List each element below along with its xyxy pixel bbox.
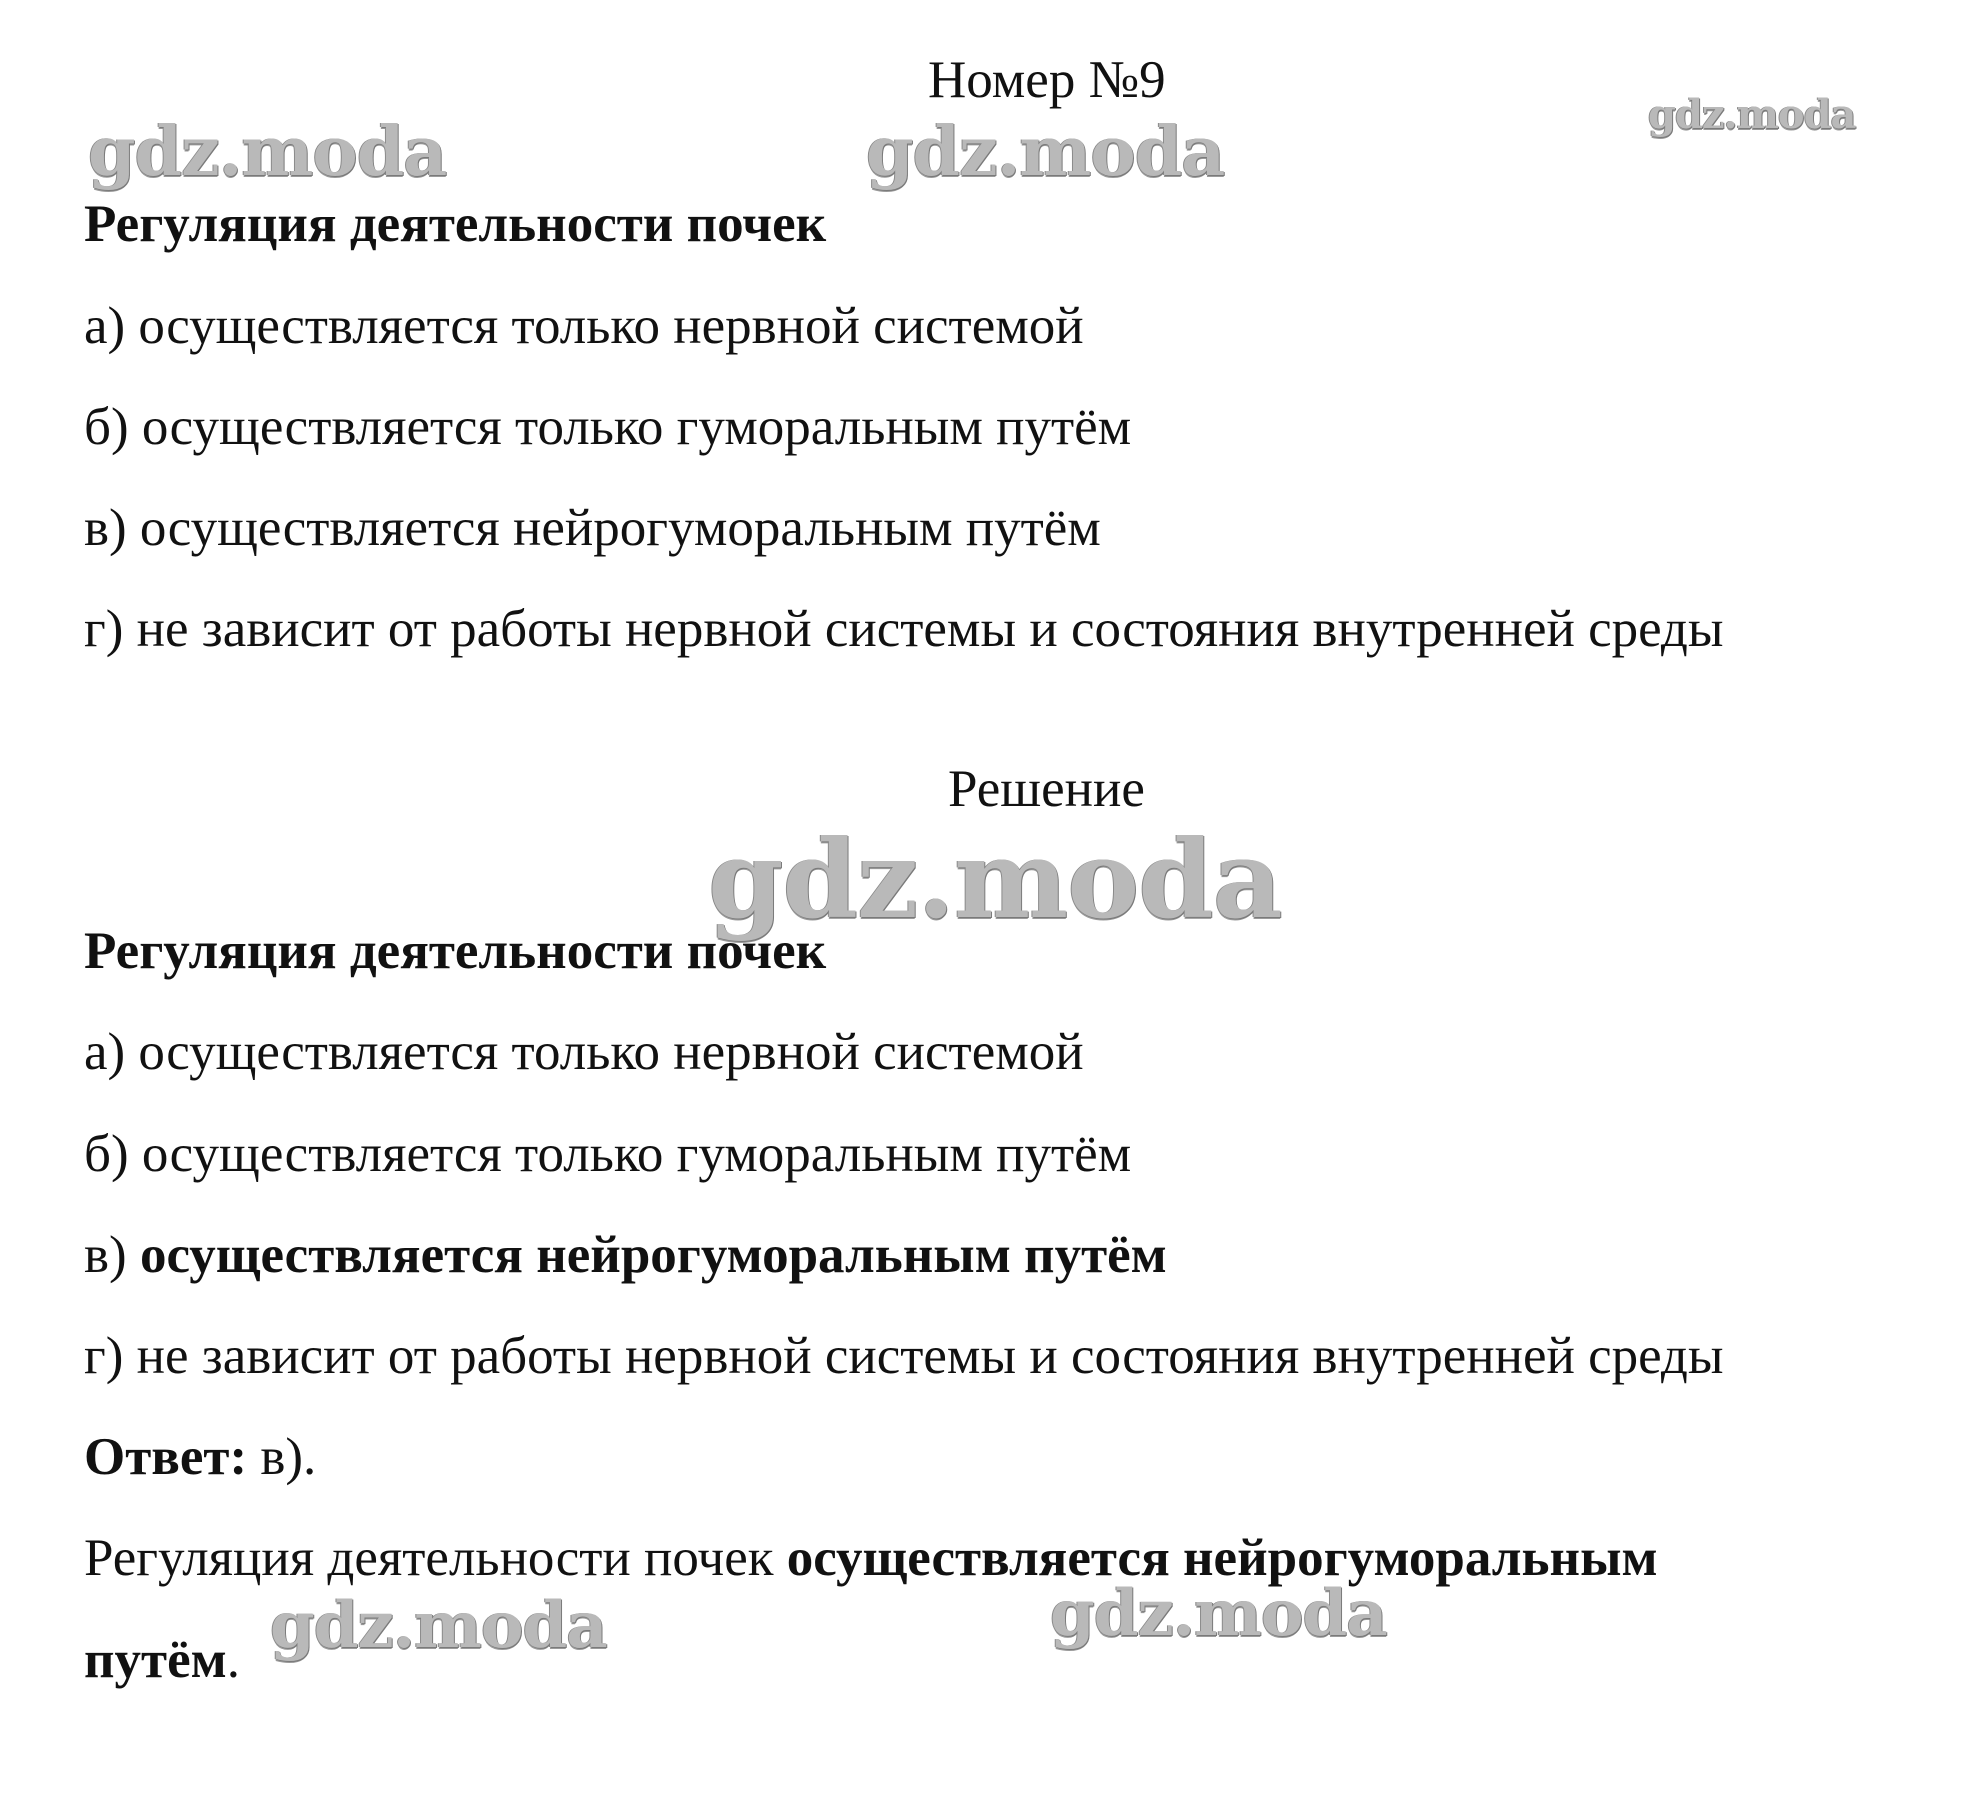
answer-value: в).	[247, 1428, 317, 1486]
solution-title: Решение	[948, 760, 1145, 818]
solution-option-c	[84, 1226, 1167, 1284]
solution-option-c-prefix: в)	[84, 1226, 140, 1284]
question-option-c: в) осуществляется нейрогуморальным путём	[84, 499, 1101, 557]
explanation-line-1	[84, 1529, 1658, 1587]
explanation-bold-1: осуществляется нейрогуморальным	[786, 1529, 1658, 1587]
watermark-top-center: gdz.moda	[866, 112, 1225, 192]
solution-option-d: г) не зависит от работы нервной системы и состояния внутренней среды	[84, 1327, 1724, 1385]
watermark-bottom-right: gdz.moda	[1050, 1576, 1387, 1651]
solution-heading: Регуляция деятельности почек	[84, 922, 827, 980]
question-option-d: г) не зависит от работы нервной системы и состояния внутренней среды	[84, 600, 1724, 658]
solution-option-c-correct: осуществляется нейрогуморальным путём	[139, 1226, 1167, 1284]
watermark-top-right: gdz.moda	[1648, 91, 1856, 138]
solution-option-b: б) осуществляется только гуморальным путём	[84, 1125, 1132, 1183]
question-option-a: а) осуществляется только нервной системой	[84, 297, 1084, 355]
explanation-end: .	[226, 1631, 240, 1689]
watermark-top-left: gdz.moda	[88, 112, 447, 192]
page-title: Номер №9	[928, 51, 1166, 109]
answer-label: Ответ:	[84, 1428, 248, 1486]
explanation-line-2	[84, 1631, 240, 1689]
watermark-bottom-left: gdz.moda	[270, 1588, 607, 1663]
watermark-middle: gdz.moda	[708, 817, 1282, 943]
solution-option-a: а) осуществляется только нервной системой	[84, 1023, 1084, 1081]
explanation-start: Регуляция деятельности почек	[84, 1529, 787, 1587]
question-option-b: б) осуществляется только гуморальным путём	[84, 398, 1132, 456]
explanation-bold-2: путём	[84, 1631, 227, 1689]
answer-line	[84, 1428, 317, 1486]
question-heading: Регуляция деятельности почек	[84, 195, 827, 253]
